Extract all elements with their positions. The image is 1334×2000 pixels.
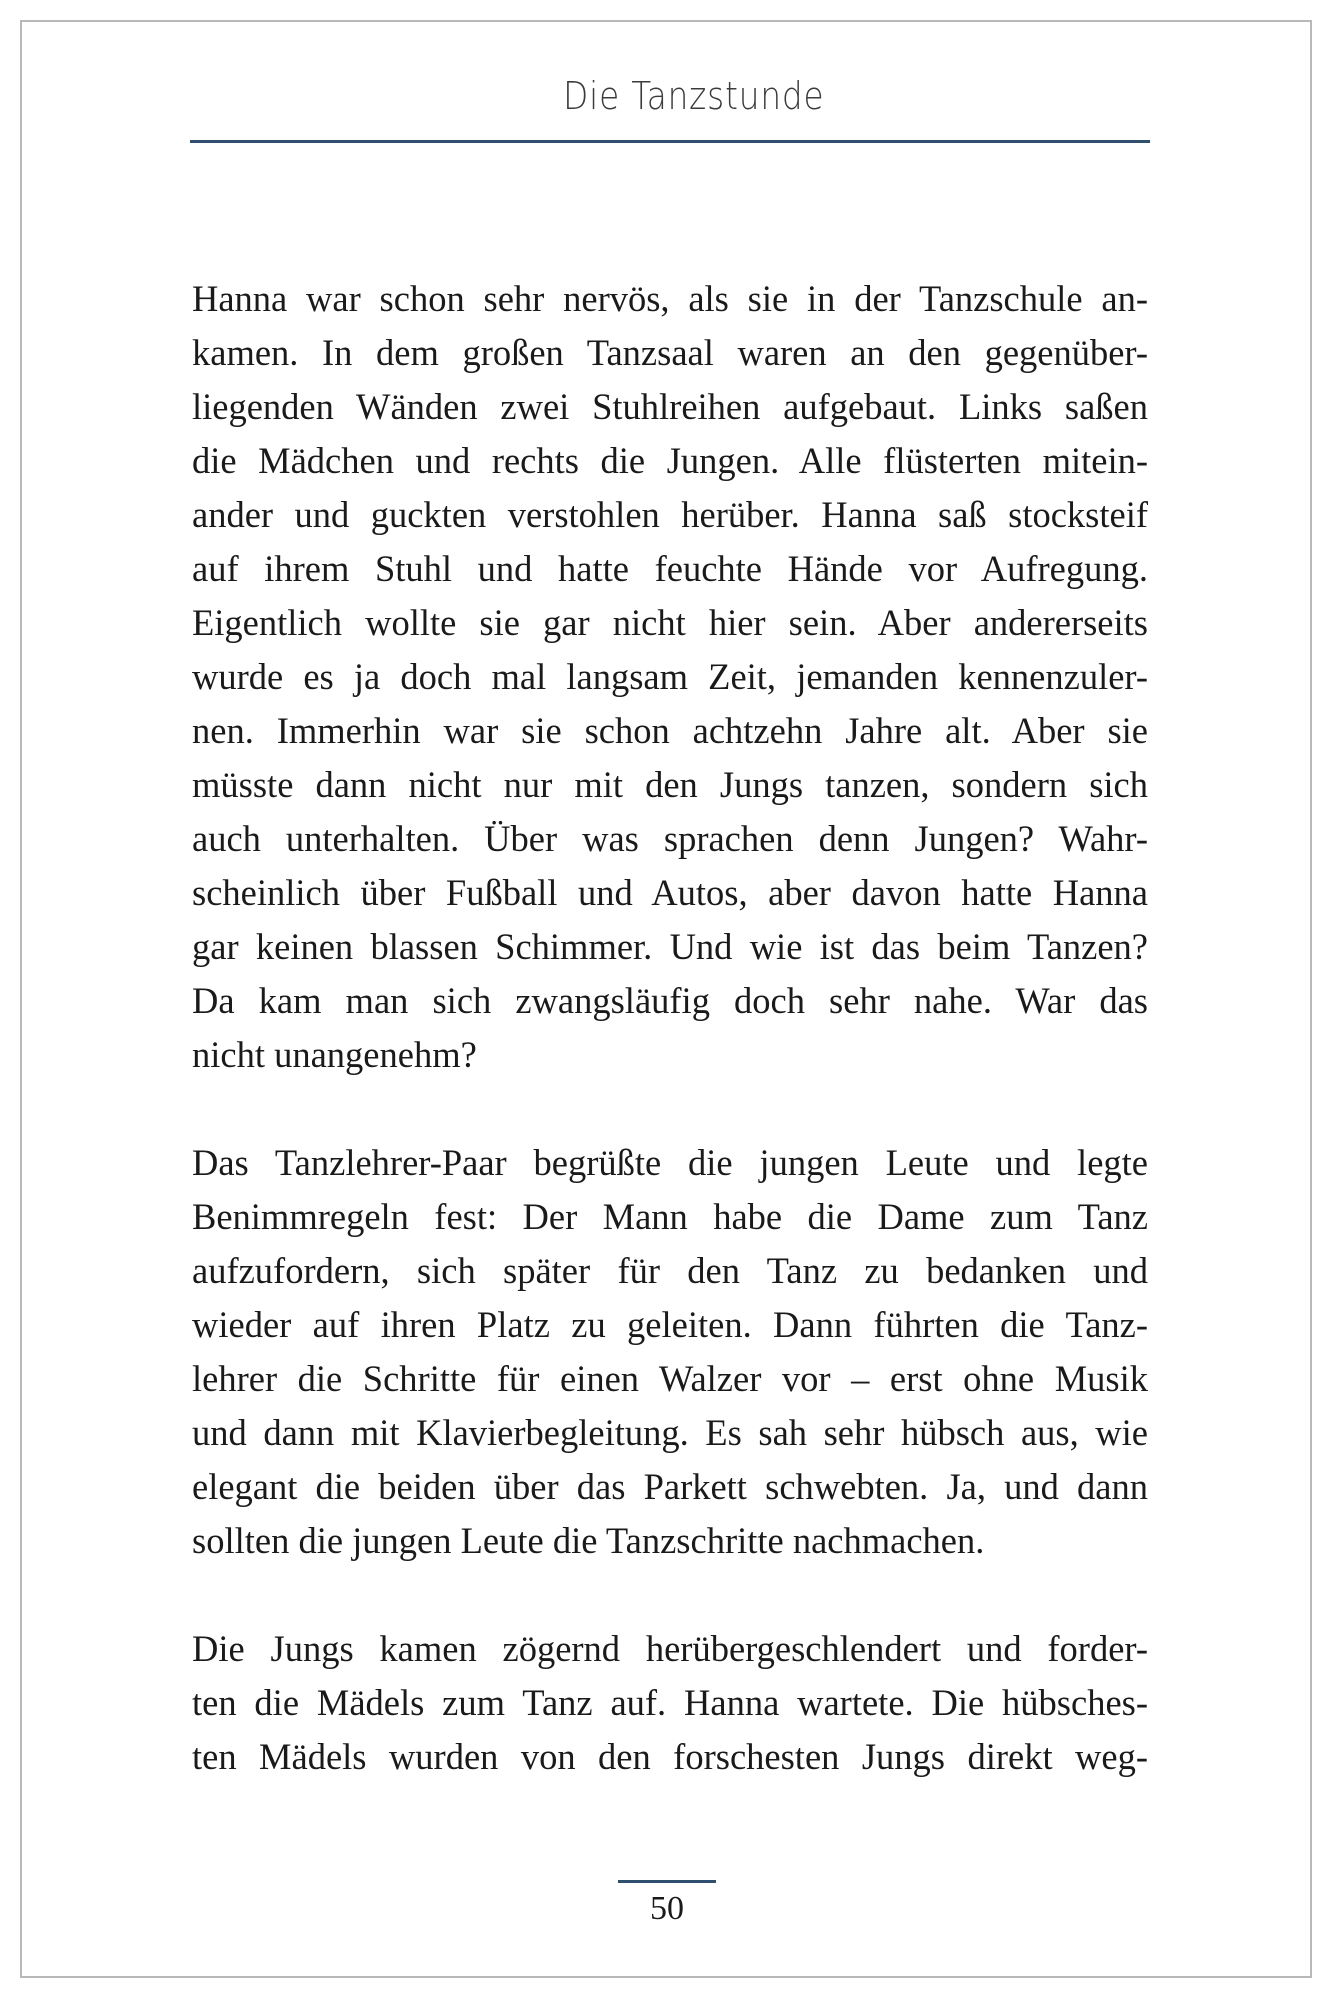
text-line: Hanna war schon sehr nervös, als sie in der Tanzschule an- xyxy=(192,278,1148,319)
page-number-rule xyxy=(618,1880,716,1883)
text-line: Da kam man sich zwangsläufig doch sehr nahe. War das xyxy=(192,980,1148,1021)
text-line: auf ihrem Stuhl und hatte feuchte Hände vor Aufregung. xyxy=(192,548,1148,589)
text-line: die Mädchen und rechts die Jungen. Alle flüsterten mitein- xyxy=(192,440,1148,481)
text-line: liegenden Wänden zwei Stuhlreihen aufgebaut. Links saßen xyxy=(192,386,1148,427)
text-line: gar keinen blassen Schimmer. Und wie ist das beim Tanzen? xyxy=(192,926,1148,967)
text-line: und dann mit Klavierbegleitung. Es sah sehr hübsch aus, wie xyxy=(192,1412,1148,1453)
paragraph-2 xyxy=(192,1136,1148,1568)
text-line: müsste dann nicht nur mit den Jungs tanzen, sondern sich xyxy=(192,764,1148,805)
paragraph-1 xyxy=(192,272,1148,1082)
body-text xyxy=(192,272,1148,1838)
text-line: wurde es ja doch mal langsam Zeit, jemanden kennenzuler- xyxy=(192,656,1148,697)
text-line: ten die Mädels zum Tanz auf. Hanna wartete. Die hübsches- xyxy=(192,1682,1148,1723)
text-line: ander und guckten verstohlen herüber. Hanna saß stocksteif xyxy=(192,494,1148,535)
title-rule xyxy=(190,140,1150,143)
text-line: sollten die jungen Leute die Tanzschritte nachmachen. xyxy=(192,1520,985,1561)
text-line: Eigentlich wollte sie gar nicht hier sein. Aber andererseits xyxy=(192,602,1148,643)
text-line: Benimmregeln fest: Der Mann habe die Dame zum Tanz xyxy=(192,1196,1148,1237)
text-line: Das Tanzlehrer-Paar begrüßte die jungen Leute und legte xyxy=(192,1142,1148,1183)
text-line: auch unterhalten. Über was sprachen denn Jungen? Wahr- xyxy=(192,818,1148,859)
page-number: 50 xyxy=(650,1890,684,1927)
paragraph-3 xyxy=(192,1622,1148,1784)
text-line: kamen. In dem großen Tanzsaal waren an den gegenüber- xyxy=(192,332,1148,373)
text-line: ten Mädels wurden von den forschesten Jungs direkt weg- xyxy=(192,1736,1148,1777)
text-line: scheinlich über Fußball und Autos, aber davon hatte Hanna xyxy=(192,872,1148,913)
chapter-title: Die Tanzstunde xyxy=(563,74,825,118)
text-line: wieder auf ihren Platz zu geleiten. Dann führten die Tanz- xyxy=(192,1304,1148,1345)
text-line: elegant die beiden über das Parkett schwebten. Ja, und dann xyxy=(192,1466,1148,1507)
text-line: Die Jungs kamen zögernd herübergeschlendert und forder- xyxy=(192,1628,1148,1669)
text-line: lehrer die Schritte für einen Walzer vor – erst ohne Musik xyxy=(192,1358,1148,1399)
text-line: nicht unangenehm? xyxy=(192,1034,477,1075)
text-line: aufzufordern, sich später für den Tanz zu bedanken und xyxy=(192,1250,1148,1291)
text-line: nen. Immerhin war sie schon achtzehn Jahre alt. Aber sie xyxy=(192,710,1148,751)
